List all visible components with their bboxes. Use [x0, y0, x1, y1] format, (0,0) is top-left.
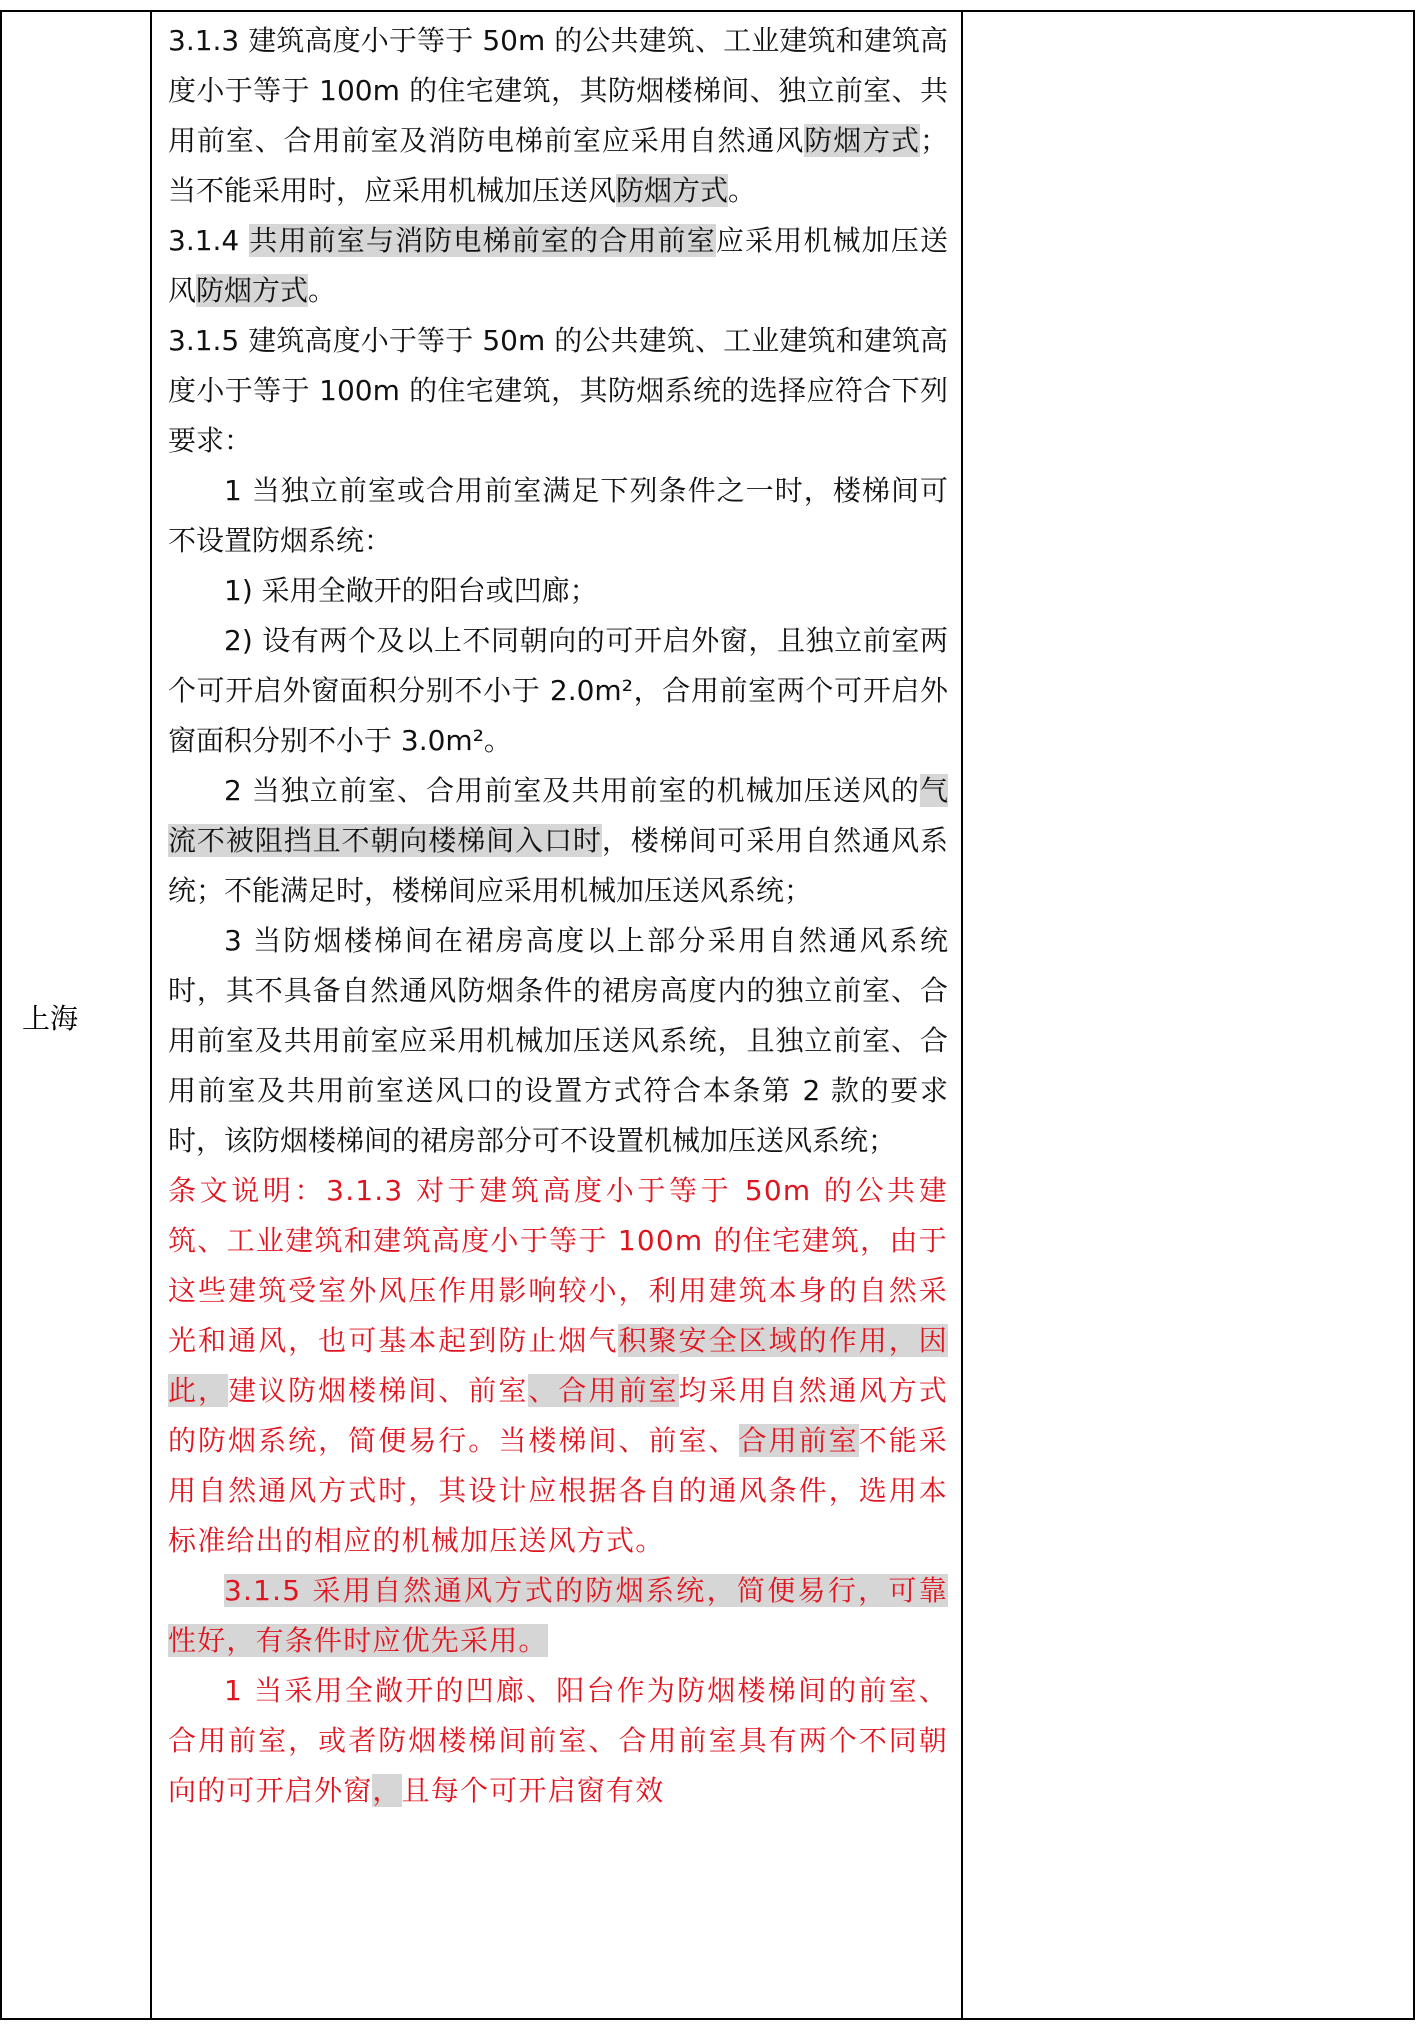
text-segment: 。 [308, 274, 337, 307]
text-segment: ；当不能采用时，应采用机械加压送风 [168, 124, 948, 207]
paragraph [168, 616, 948, 766]
paragraph [168, 916, 948, 1166]
paragraph [168, 1566, 948, 1666]
highlighted-text: 3.1.5 采用自然通风方式的防烟系统，简便易行，可靠性好，有条件时应优先采用。 [168, 1574, 948, 1657]
text-segment: 3.1.4 [168, 224, 250, 257]
paragraph [168, 16, 948, 216]
column-divider [961, 12, 963, 2018]
document-table [0, 10, 1415, 2020]
paragraph [168, 766, 948, 916]
text-segment: 2) 设有两个及以上不同朝向的可开启外窗，且独立前室两个可开启外窗面积分别不小于 2.0m²，合用前室两个可开启外窗面积分别不小于 3.0m²。 [168, 624, 948, 757]
text-segment: 3.1.3 建筑高度小于等于 50m 的公共建筑、工业建筑和建筑高度小于等于 100m 的住宅建筑，其防烟楼梯间、独立前室、共用前室、合用前室及消防电梯前室应采用自然通风 [168, 24, 948, 157]
highlighted-text: 防烟方式 [196, 274, 309, 307]
text-segment: 条文说明：3.1.3 对于建筑高度小于等于 50m 的公共建筑、工业建筑和建筑高度小于等于 100m 的住宅建筑，由于这些建筑受室外风压作用影响较小，利用建筑本身的自然采光和通风，也可基本起到防止烟气 [168, 1174, 948, 1357]
highlighted-text: 防烟方式 [616, 174, 729, 207]
clause-text-cell [168, 16, 948, 1816]
paragraph [168, 1166, 948, 1566]
text-segment: ，楼梯间可采用自然通风系统；不能满足时，楼梯间应采用机械加压送风系统； [168, 824, 948, 907]
highlighted-text: 共用前室与消防电梯前室的合用前室 [249, 224, 716, 257]
text-segment: 建议防烟楼梯间、前室 [228, 1374, 529, 1407]
text-segment: 且每个可开启窗有效 [401, 1774, 665, 1807]
text-segment: 1 当采用全敞开的凹廊、阳台作为防烟楼梯间的前室、合用前室，或者防烟楼梯间前室、合用前室具有两个不同朝向的可开启外窗 [168, 1674, 948, 1807]
highlighted-text: 积聚安全区域的作用，因此， [168, 1324, 948, 1407]
text-segment: 2 当独立前室、合用前室及共用前室的机械加压送风的 [224, 774, 920, 807]
text-segment: 1) 采用全敞开的阳台或凹廊； [224, 574, 598, 607]
highlighted-text: 合用前室 [738, 1424, 859, 1457]
paragraph [168, 1666, 948, 1816]
highlighted-text: ， [372, 1774, 402, 1807]
text-segment: 1 当独立前室或合用前室满足下列条件之一时，楼梯间可不设置防烟系统： [168, 474, 948, 557]
region-label: 上海 [22, 1002, 79, 1035]
paragraph [168, 216, 948, 316]
text-segment: 不能采用自然通风方式时，其设计应根据各自的通风条件，选用本标准给出的相应的机械加压送风方式。 [168, 1424, 948, 1557]
text-segment: 3.1.5 建筑高度小于等于 50m 的公共建筑、工业建筑和建筑高度小于等于 100m 的住宅建筑，其防烟系统的选择应符合下列要求： [168, 324, 948, 457]
text-segment: 均采用自然通风方式的防烟系统，简便易行。当楼梯间、前室、 [168, 1374, 948, 1457]
highlighted-text: 气流不被阻挡且不朝向楼梯间入口时 [168, 774, 948, 857]
paragraph [168, 316, 948, 466]
text-segment: 3 当防烟楼梯间在裙房高度以上部分采用自然通风系统时，其不具备自然通风防烟条件的裙房高度内的独立前室、合用前室及共用前室应采用机械加压送风系统，且独立前室、合用前室及共用前室送风口的设置方式符合本条第 2 款的要求时，该防烟楼梯间的裙房部分可不设置机械加压送风系统； [168, 924, 948, 1157]
paragraph [168, 466, 948, 566]
text-segment: 。 [728, 174, 757, 207]
text-segment: 应采用机械加压送风 [168, 224, 948, 307]
column-divider [150, 12, 152, 2018]
highlighted-text: 、合用前室 [528, 1374, 679, 1407]
paragraph [168, 566, 948, 616]
highlighted-text: 防烟方式 [804, 124, 920, 157]
